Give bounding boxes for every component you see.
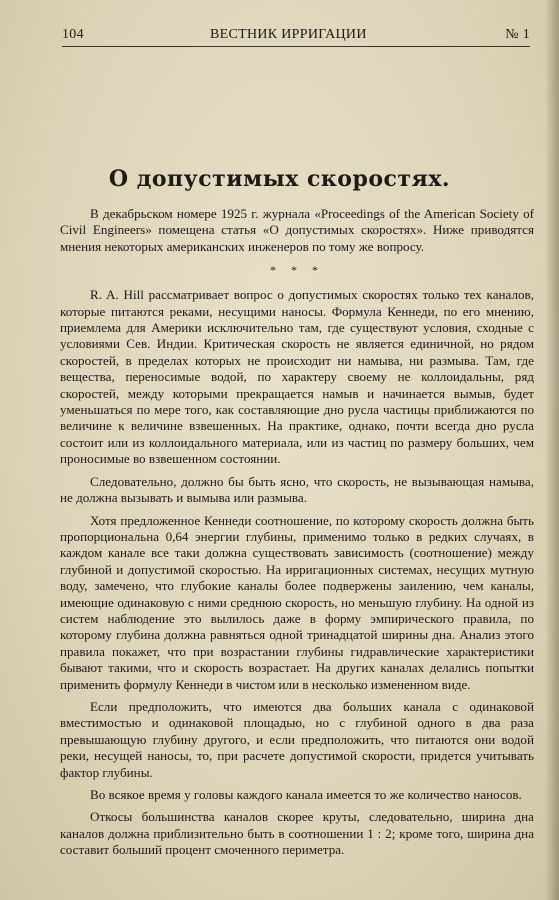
section-separator: * * * <box>270 263 324 278</box>
paragraph-2: Следовательно, должно бы быть ясно, что скорость, не вызывающая намыва, не должна вызывать и вымыва или размыва. <box>60 473 534 506</box>
paragraph-6: Откосы большинства каналов скорее круты, следовательно, ширина дна каналов должна приблизительно быть в соотношении 1 : 2; кроме того, ширина дна составит больший процент смоченного периметра. <box>60 809 534 858</box>
paragraph-1: R. A. Hill рассматривает вопрос о допустимых скоростях только тех каналов, которые питаются реками, несущими наносы. Формула Кеннеди, по его мнению, приемлема для Америки исключительно там, где существуют условия, сходные с условиями Сев. Индии. Критическая скорость не является единичной, но рядом скоростей, в пределах которых не происходит ни намыва, ни размыва. Там, где вещества, переносимые водой, по характеру своему не коллоидальны, ряд скоростей, между которыми прекращается намыв и начинается вымыв, будет уменьшаться по мере того, как составляющие дно русла частицы приближаются по величине к величине взвешенных. На практике, однако, почти всегда дно русла состоит или из коллоидального материала, или из частиц по размеру больших, чем проносимые во взвешенном состоянии. <box>60 287 534 467</box>
article-title: О допустимых скоростях. <box>108 166 451 192</box>
journal-name: ВЕСТНИК ИРРИГАЦИИ <box>210 27 367 42</box>
paragraph-3: Хотя предложенное Кеннеди соотношение, по которому скорость должна быть пропорциональна 0,64 энергии глубины, применимо только в редких случаях, в каждом канале все таки должна существовать зависимость (соотношение) между глубиной и допустимой скоростью. На ирригационных системах, несущих мутную воду, замечено, что глубокие каналы более подвержены заилению, чем каналы, имеющие одинаковую с ними среднюю скорость, но меньшую глубину. На одной из систем наблюдение это вылилось даже в форму эмпирического правила, по которому глубина должна равняться одной тринадцатой ширины дна. Анализ этого правила покажет, что при возрастании глубины гидравлические характеристики бывают такими, что и скорость возрастает. На других каналах делались попытки применить формулу Кеннеди в чистом или в несколько измененном виде. <box>60 512 534 692</box>
running-header <box>62 24 530 47</box>
paragraph-5: Во всякое время у головы каждого канала имеется то же количество наносов. <box>90 787 522 802</box>
article-intro: В декабрьском номере 1925 г. журнала «Proceedings of the American Society of Civil Engineers» помещена статья «О допустимых скоростях». Ниже приводятся мнения некоторых американских инженеров по тому же вопросу. <box>60 206 534 254</box>
article-body <box>60 206 534 865</box>
paragraph-4: Если предположить, что имеются два больших канала с одинаковой вместимостью и одинаковой площадью, но с глубиной одного в два раза превышающую глубину другого, и если предположить, что питаются они водой реки, несущей наносы, то, при расчете допустимой скорости, придется учитывать фактор глубины. <box>60 698 534 780</box>
issue-number: № 1 <box>505 27 530 42</box>
page-number: 104 <box>62 27 84 42</box>
page-edge-shadow <box>545 0 559 900</box>
